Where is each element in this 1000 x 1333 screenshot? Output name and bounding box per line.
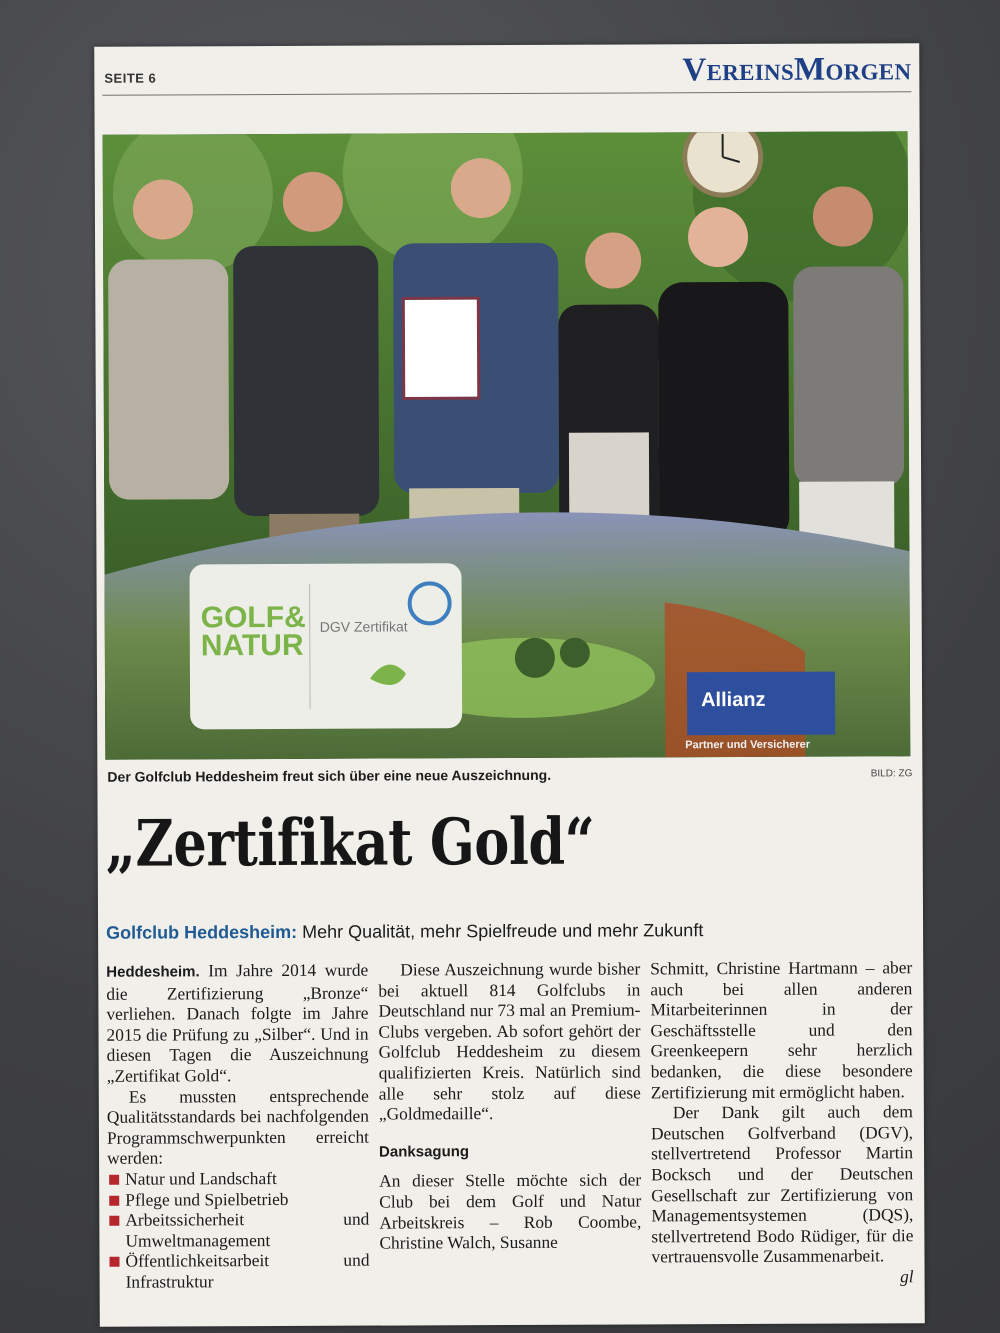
sponsor-tagline: Partner und Versicherer	[685, 738, 811, 752]
photo-caption: Der Golfclub Heddesheim freut sich über eine neue Auszeichnung.	[107, 766, 552, 785]
paragraph-1	[106, 960, 369, 1087]
headline: „Zertifikat Gold“	[105, 804, 595, 882]
paragraph-6-text: Der Dank gilt auch dem Deutschen Golfverband (DGV), stellvertretend Professor Martin Bocksch und der Deutschen Gesellschaft zur Zertifizierung von Managementsystemen (DQS), stellvertretend Bodo Rüdiger, für die vertrauensvolle Zusammenarbeit.	[650, 1101, 914, 1267]
paragraph-2: Es mussten entsprechende Qualitätsstandards bei nachfolgenden Programmschwerpunkten erreicht werden:	[106, 1085, 370, 1169]
article-column-2	[378, 958, 641, 1253]
subhead-rest: Mehr Qualität, mehr Spielfreude und mehr Zukunft	[297, 920, 704, 942]
page-number: SEITE 6	[104, 70, 157, 86]
list-item: Natur und Landschaft	[107, 1168, 369, 1190]
sponsor-name: Allianz	[701, 688, 766, 712]
subhead-lead: Golfclub Heddesheim:	[106, 921, 298, 943]
paragraph-3: Diese Auszeichnung wurde bisher bei aktuell 814 Golfclubs in Deutschland nur 73 mal an Premium-Clubs vergeben. Ab sofort gehört der Golfclub Heddesheim zu diesem qualifizierten Kreis. Natürlich sind alle sehr stolz auf diese „Goldmedaille“.	[378, 958, 641, 1124]
photo-illustration	[103, 131, 911, 760]
article-column-1	[106, 960, 369, 1293]
section-heading: Danksagung	[378, 1142, 470, 1161]
subheadline	[106, 920, 703, 944]
list-item: Arbeitssicherheit und Umweltmanagement	[107, 1209, 369, 1251]
golf-natur-logo	[200, 600, 306, 663]
list-item: Öffentlichkeitsarbeit und Infrastruktur	[107, 1250, 369, 1292]
masthead: VereinsMorgen	[682, 51, 912, 89]
sign-certificate-text: DGV Zertifikat	[319, 618, 408, 635]
newspaper-clipping	[94, 43, 925, 1327]
article-body	[106, 957, 916, 1292]
criteria-list	[107, 1168, 370, 1293]
header-rule	[102, 91, 911, 96]
paragraph-4: An dieser Stelle möchte sich der Club bei dem Golf und Natur Arbeitskreis – Rob Coombe, Christine Walch, Susanne	[379, 1169, 642, 1253]
author-initials: gl	[900, 1266, 914, 1287]
paragraph-6	[650, 1101, 914, 1287]
dateline: Heddesheim.	[106, 963, 200, 981]
group-photo	[103, 131, 911, 760]
article-column-3	[650, 957, 913, 1288]
paragraph-5: Schmitt, Christine Hartmann – aber auch bei allen anderen Mitarbeiterinnen in der Geschäftsstelle und den Greenkeepern sehr herzlich bedanken, die diese besondere Zertifizierung mit ermöglicht haben.	[650, 957, 913, 1102]
paragraph-1-text: Im Jahre 2014 wurde die Zertifizierung „Bronze“ verliehen. Danach folgte im Jahre 2015 die Prüfung zu „Silber“. Und in diesen Tagen die Auszeichnung „Zertifikat Gold“.	[106, 959, 369, 1086]
logo-line-2: NATUR	[200, 628, 304, 663]
logo-line-1: GOLF&	[200, 600, 306, 635]
list-item: Pflege und Spielbetrieb	[107, 1188, 369, 1210]
photo-credit: BILD: ZG	[870, 768, 913, 780]
